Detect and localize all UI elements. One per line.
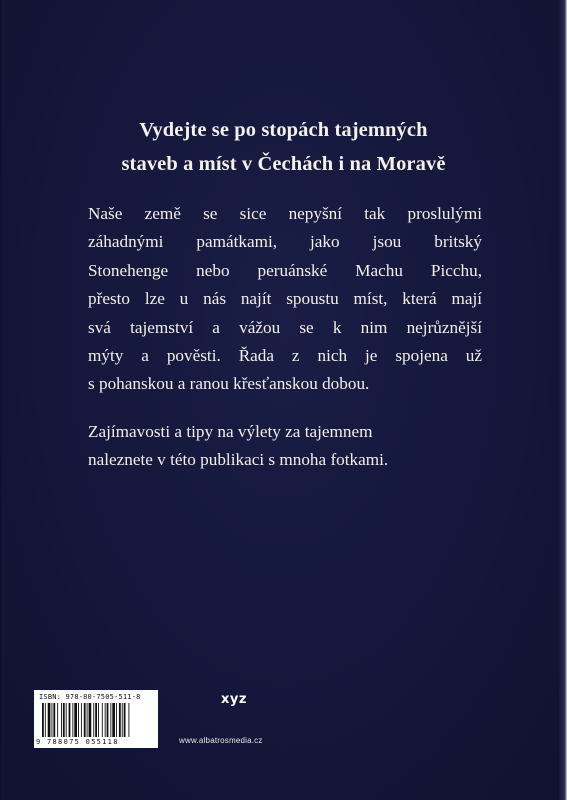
blurb-line: Zajímavosti a tipy na výlety za tajemnem (88, 422, 373, 441)
blurb-line: s pohanskou a ranou křesťanskou dobou. (88, 374, 370, 394)
publisher-website: www.albatrosmedia.cz (179, 736, 263, 745)
headline (60, 113, 507, 181)
blurb-line: svá tajemství a vážou se k nim nejrůznější (88, 317, 482, 337)
blurb-line: přesto lze u nás najít spoustu míst, která mají (88, 289, 482, 309)
barcode-digits: 9 788075 055118 (36, 738, 119, 746)
isbn-barcode (34, 690, 158, 748)
headline-line-2: staveb a míst v Čechách i na Moravě (121, 153, 446, 175)
blurb-line: záhadnými památkami, jako jsou britský (88, 232, 482, 252)
cover-left-edge (0, 0, 4, 800)
headline-line-1: Vydejte se po stopách tajemných (139, 119, 428, 141)
publisher-logo: xyz (221, 692, 247, 707)
isbn-label: ISBN: 978-80-7505-511-8 (39, 693, 141, 701)
blurb-line: naleznete v této publikaci s mnoha fotkami. (88, 450, 389, 470)
blurb-paragraph-1 (88, 200, 482, 399)
blurb-line: mýty a pověsti. Řada z nich je spojena už (88, 346, 482, 366)
barcode-bars (42, 703, 152, 739)
blurb-line: Naše země se sice nepyšní tak proslulými (88, 204, 482, 223)
blurb-line: Stonehenge nebo peruánské Machu Picchu, (88, 260, 482, 280)
blurb-paragraph-2 (88, 418, 482, 475)
cover-right-edge (559, 0, 567, 800)
